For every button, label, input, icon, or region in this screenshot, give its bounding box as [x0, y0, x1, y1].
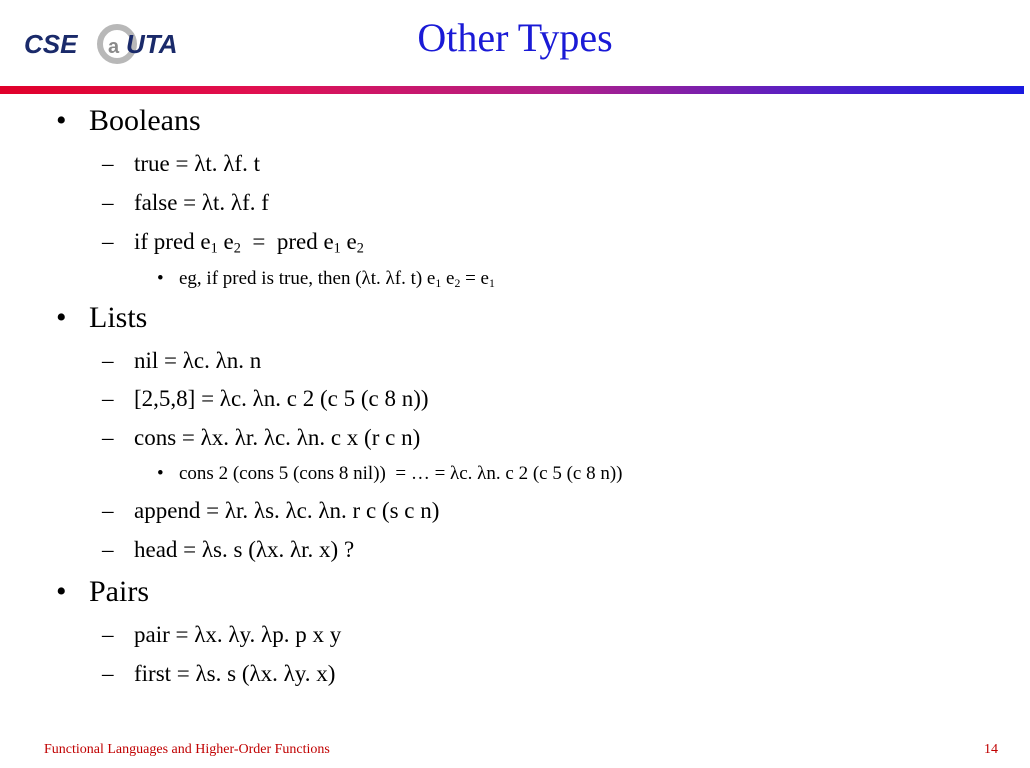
slide-title: Other Types [417, 15, 613, 60]
bullet: • [56, 104, 67, 137]
page-number: 14 [984, 742, 998, 757]
cons-example: cons 2 (cons 5 (cons 8 nil)) = … = λc. λn. c 2 (c 5 (c 8 n)) [179, 463, 623, 484]
dash: – [102, 229, 114, 254]
pair-definition: pair = λx. λy. λp. p x y [134, 622, 342, 647]
true-definition: true = λt. λf. t [134, 151, 260, 176]
list-definition: [2,5,8] = λc. λn. c 2 (c 5 (c 8 n)) [134, 386, 429, 411]
dash: – [102, 348, 114, 373]
dash: – [102, 622, 114, 647]
sub-bullet: • [157, 268, 164, 289]
sub-bullet: • [157, 463, 164, 484]
bullet: • [56, 301, 67, 334]
dash: – [102, 498, 114, 523]
dash: – [102, 151, 114, 176]
dash: – [102, 425, 114, 450]
nil-definition: nil = λc. λn. n [134, 348, 262, 373]
footer-title: Functional Languages and Higher-Order Functions [44, 742, 330, 757]
heading-lists: Lists [89, 301, 148, 334]
if-pred-definition: if pred $e_1$ $e_2$ = pred $e_1$ $e_2$ [134, 229, 364, 257]
heading-booleans: Booleans [89, 104, 201, 137]
first-definition: first = λs. s (λx. λy. x) [134, 661, 336, 686]
if-pred-example: eg, if pred is true, then (λt. λf. t) $e_1$ $e_2 = e_1$ [179, 268, 495, 290]
append-definition: append = λr. λs. λc. λn. r c (s c n) [134, 498, 440, 523]
dash: – [102, 386, 114, 411]
svg-text:UTA: UTA [126, 29, 178, 59]
bullet: • [56, 575, 67, 608]
head-definition: head = λs. s (λx. λr. x) ? [134, 537, 355, 562]
heading-pairs: Pairs [89, 575, 149, 608]
dash: – [102, 661, 114, 686]
dash: – [102, 190, 114, 215]
svg-text:a: a [108, 36, 120, 58]
cons-definition: cons = λx. λr. λc. λn. c x (r c n) [134, 425, 421, 450]
false-definition: false = λt. λf. f [134, 190, 269, 215]
svg-text:CSE: CSE [24, 29, 78, 59]
dash: – [102, 537, 114, 562]
